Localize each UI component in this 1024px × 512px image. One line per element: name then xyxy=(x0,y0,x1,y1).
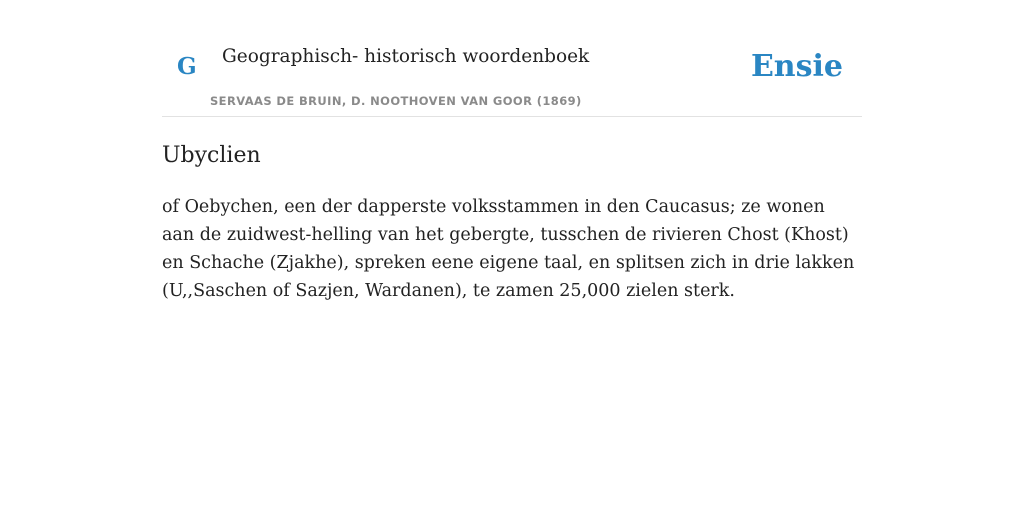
page xyxy=(162,0,862,305)
brand-logo[interactable]: Ensie xyxy=(750,49,843,84)
source-title[interactable]: Geographisch- historisch woordenboek xyxy=(222,46,590,67)
entry-body: of Oebychen, een der dapperste volksstammen in den Caucasus; ze wonen aan de zuidwest-helling van het gebergte, tusschen de rivieren Chost (Khost) en Schache (Zjakhe), spreken eene eigene taal, en splitsen zich in drie lakken (U,,Saschen of Sazjen, Wardanen), te zamen 25,000 zielen sterk. xyxy=(162,197,855,302)
source-header xyxy=(162,0,862,117)
source-authors: SERVAAS DE BRUIN, D. NOOTHOVEN VAN GOOR (1869) xyxy=(210,94,582,108)
entry-title: Ubyclien xyxy=(162,143,261,168)
source-logo[interactable]: G xyxy=(177,53,197,80)
